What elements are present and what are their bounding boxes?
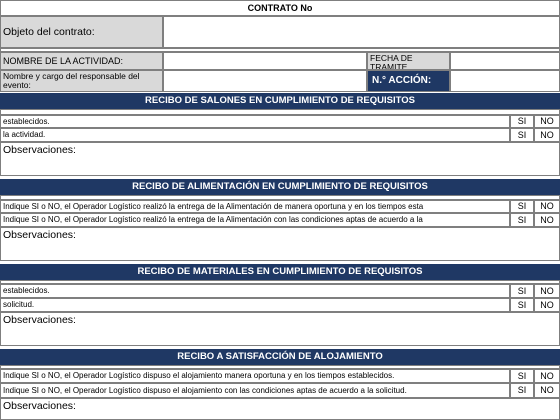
objeto-field[interactable] [163,16,560,48]
observaciones-field[interactable]: Observaciones: [0,142,560,176]
responsable-label: Nombre y cargo del responsable del evento: [0,70,163,92]
section-title-materiales: RECIBO DE MATERIALES EN CUMPLIMIENTO DE REQUISITOS [0,264,560,280]
fecha-tramite-field[interactable] [450,52,560,70]
accion-field[interactable] [450,70,560,92]
section-title-alojamiento: RECIBO A SATISFACCIÓN DE ALOJAMIENTO [0,349,560,365]
option-no[interactable]: NO [534,213,560,227]
checklist-row-text: establecidos. [0,284,510,298]
objeto-label: Objeto del contrato: [0,16,163,48]
contract-title: CONTRATO No [0,0,560,16]
option-no[interactable]: NO [534,369,560,383]
section-title-salones: RECIBO DE SALONES EN CUMPLIMIENTO DE REQUISITOS [0,93,560,109]
accion-label: N.° ACCIÓN: [367,70,450,92]
checklist-row-text: solicitud. [0,298,510,312]
option-si[interactable]: SI [510,284,534,298]
option-no[interactable]: NO [534,284,560,298]
actividad-field[interactable] [163,52,367,70]
checklist-row-text: Indique SI o NO, el Operador Logístico dispuso el alojamiento manera oportuna y en los tiempos establecidos. [0,369,510,383]
checklist-row-text: Indique SI o NO, el Operador Logístico realizó la entrega de la Alimentación de manera oportuna y en los tiempos esta [0,200,510,213]
checklist-row-text: Indique SI o NO, el Operador Logístico realizó la entrega de la Alimentación con las condiciones aptas de acuerdo a la [0,213,510,227]
observaciones-field[interactable]: Observaciones: [0,227,560,261]
section-title-alimentacion: RECIBO DE ALIMENTACIÓN EN CUMPLIMIENTO DE REQUISITOS [0,179,560,195]
option-si[interactable]: SI [510,128,534,142]
option-no[interactable]: NO [534,383,560,398]
checklist-row-text: la actividad. [0,128,510,142]
checklist-row-text: establecidos. [0,115,510,128]
fecha-tramite-label: FECHA DE TRAMITE [367,52,450,70]
option-no[interactable]: NO [534,298,560,312]
option-no[interactable]: NO [534,128,560,142]
actividad-label: NOMBRE DE LA ACTIVIDAD: [0,52,163,70]
observaciones-field[interactable]: Observaciones: [0,398,560,420]
option-no[interactable]: NO [534,200,560,213]
option-si[interactable]: SI [510,383,534,398]
option-no[interactable]: NO [534,115,560,128]
option-si[interactable]: SI [510,369,534,383]
option-si[interactable]: SI [510,298,534,312]
option-si[interactable]: SI [510,115,534,128]
responsable-field[interactable] [163,70,367,92]
option-si[interactable]: SI [510,213,534,227]
checklist-row-text: Indique SI o NO, el Operador Logístico dispuso el alojamiento con las condiciones aptas de acuerdo a la solicitud. [0,383,510,398]
option-si[interactable]: SI [510,200,534,213]
observaciones-field[interactable]: Observaciones: [0,312,560,346]
